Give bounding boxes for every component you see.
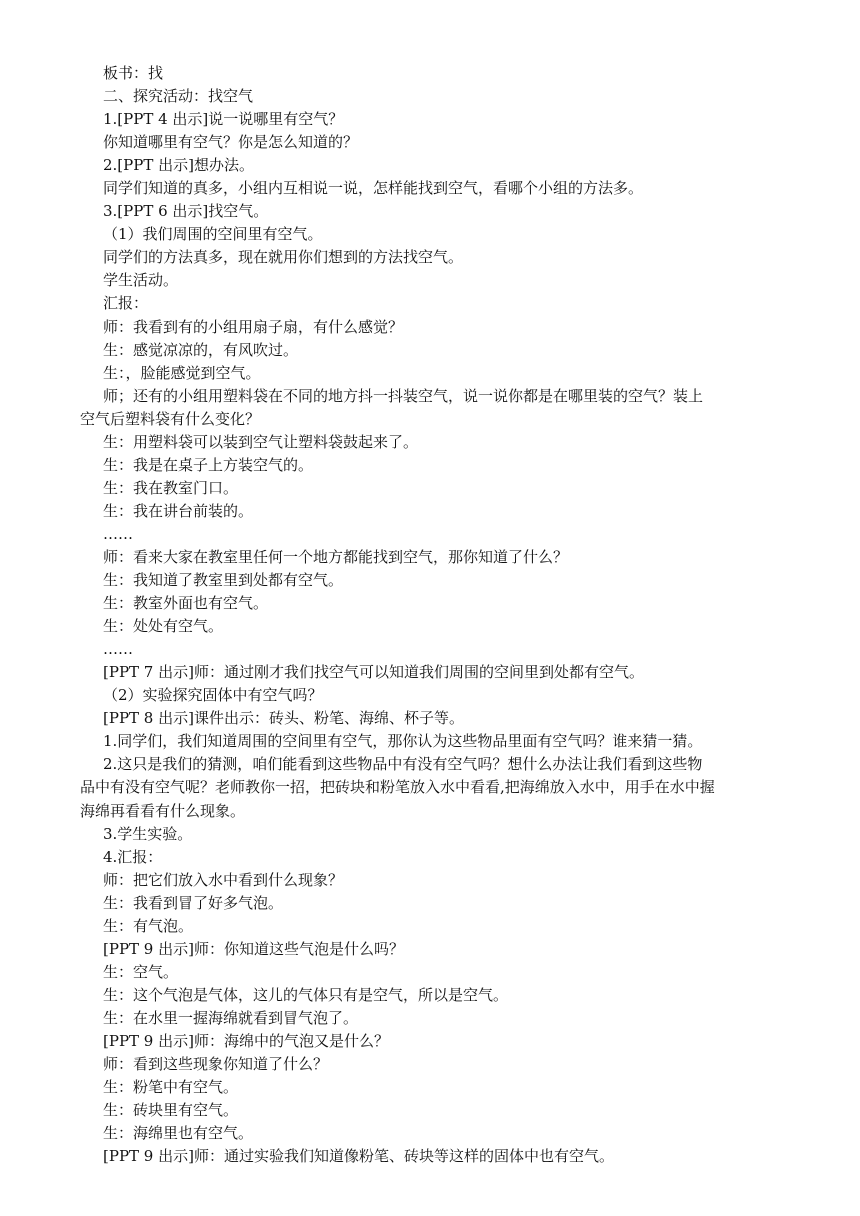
- dialogue-line: [PPT 9 出示]师：你知道这些气泡是什么吗？: [103, 939, 404, 958]
- dialogue-line: 生：在水里一握海绵就看到冒气泡了。: [103, 1008, 359, 1027]
- dialogue-line: 生：教室外面也有空气。: [103, 594, 269, 613]
- dialogue-line: 生：我是在桌子上方装空气的。: [103, 455, 314, 474]
- ellipsis: ……: [103, 524, 133, 543]
- dialogue-line: 生：我在讲台前装的。: [103, 501, 254, 520]
- text-line: 1.[PPT 4 出示]说一说哪里有空气？: [103, 110, 344, 129]
- text-line: 学生活动。: [103, 271, 179, 290]
- dialogue-line: 生：空气。: [103, 962, 179, 981]
- section-heading: 二、探究活动：找空气: [103, 87, 254, 106]
- dialogue-line: [PPT 9 出示]师：海绵中的气泡又是什么？: [103, 1031, 389, 1050]
- dialogue-line: 生：粉笔中有空气。: [103, 1078, 239, 1097]
- dialogue-line: [PPT 7 出示]师：通过刚才我们找空气可以知道我们周围的空间里到处都有空气。: [103, 663, 644, 682]
- ellipsis: ……: [103, 640, 133, 659]
- text-line: [PPT 8 出示]课件出示：砖头、粉笔、海绵、杯子等。: [103, 709, 464, 728]
- dialogue-line: 师；还有的小组用塑料袋在不同的地方抖一抖装空气，说一说你都是在哪里装的空气？装上: [103, 386, 704, 405]
- dialogue-line: 生：海绵里也有空气。: [103, 1124, 254, 1143]
- dialogue-line: 生：我知道了教室里到处都有空气。: [103, 571, 344, 590]
- text-line: 同学们知道的真多，小组内互相说一说，怎样能找到空气，看哪个小组的方法多。: [103, 179, 644, 198]
- text-line: 2.[PPT 出示]想办法。: [103, 156, 254, 175]
- dialogue-line: [PPT 9 出示]师：通过实验我们知道像粉笔、砖块等这样的固体中也有空气。: [103, 1147, 614, 1166]
- text-line: 板书：找: [103, 64, 164, 82]
- text-line: 同学们的方法真多，现在就用你们想到的方法找空气。: [103, 248, 464, 267]
- text-line: 汇报：: [103, 294, 149, 313]
- dialogue-line: 生：有气泡。: [103, 916, 194, 935]
- dialogue-line: 师：看到这些现象你知道了什么？: [103, 1055, 329, 1074]
- text-line: 1.同学们，我们知道周围的空间里有空气，那你认为这些物品里面有空气吗？谁来猜一猜。: [103, 732, 703, 751]
- document-body: [80, 62, 803, 1168]
- text-line: 3.学生实验。: [103, 824, 193, 843]
- dialogue-line: 生：，脸能感觉到空气。: [103, 363, 261, 382]
- text-line: 3.[PPT 6 出示]找空气。: [103, 202, 269, 221]
- dialogue-line: 师：看来大家在教室里任何一个地方都能找到空气，那你知道了什么？: [103, 547, 569, 566]
- dialogue-line: 生：砖块里有空气。: [103, 1101, 239, 1120]
- text-line: 4.汇报：: [103, 847, 163, 866]
- text-line-continuation: 海绵再看看有什么现象。: [80, 801, 246, 820]
- dialogue-line: 师：我看到有的小组用扇子扇，有什么感觉？: [103, 317, 404, 336]
- dialogue-line: 生：处处有空气。: [103, 617, 224, 636]
- dialogue-line: 生：我在教室门口。: [103, 478, 239, 497]
- dialogue-line: 师：把它们放入水中看到什么现象？: [103, 870, 344, 889]
- dialogue-line: 生：感觉凉凉的，有风吹过。: [103, 340, 299, 359]
- dialogue-line: 生：这个气泡是气体，这儿的气体只有是空气，所以是空气。: [103, 985, 509, 1004]
- text-line: 你知道哪里有空气？你是怎么知道的？: [103, 133, 359, 152]
- text-line: 2.这只是我们的猜测，咱们能看到这些物品中有没有空气吗？想什么办法让我们看到这些物: [103, 755, 703, 774]
- text-line-continuation: 品中有没有空气呢？老师教你一招，把砖块和粉笔放入水中看看,把海绵放入水中，用手在水中握: [80, 778, 715, 797]
- subsection-heading: （1）我们周围的空间里有空气。: [103, 225, 323, 244]
- subsection-heading: （2）实验探究固体中有空气吗？: [103, 686, 323, 705]
- dialogue-line-continuation: 空气后塑料袋有什么变化？: [80, 409, 261, 428]
- dialogue-line: 生：用塑料袋可以装到空气让塑料袋鼓起来了。: [103, 432, 419, 451]
- dialogue-line: 生：我看到冒了好多气泡。: [103, 893, 284, 912]
